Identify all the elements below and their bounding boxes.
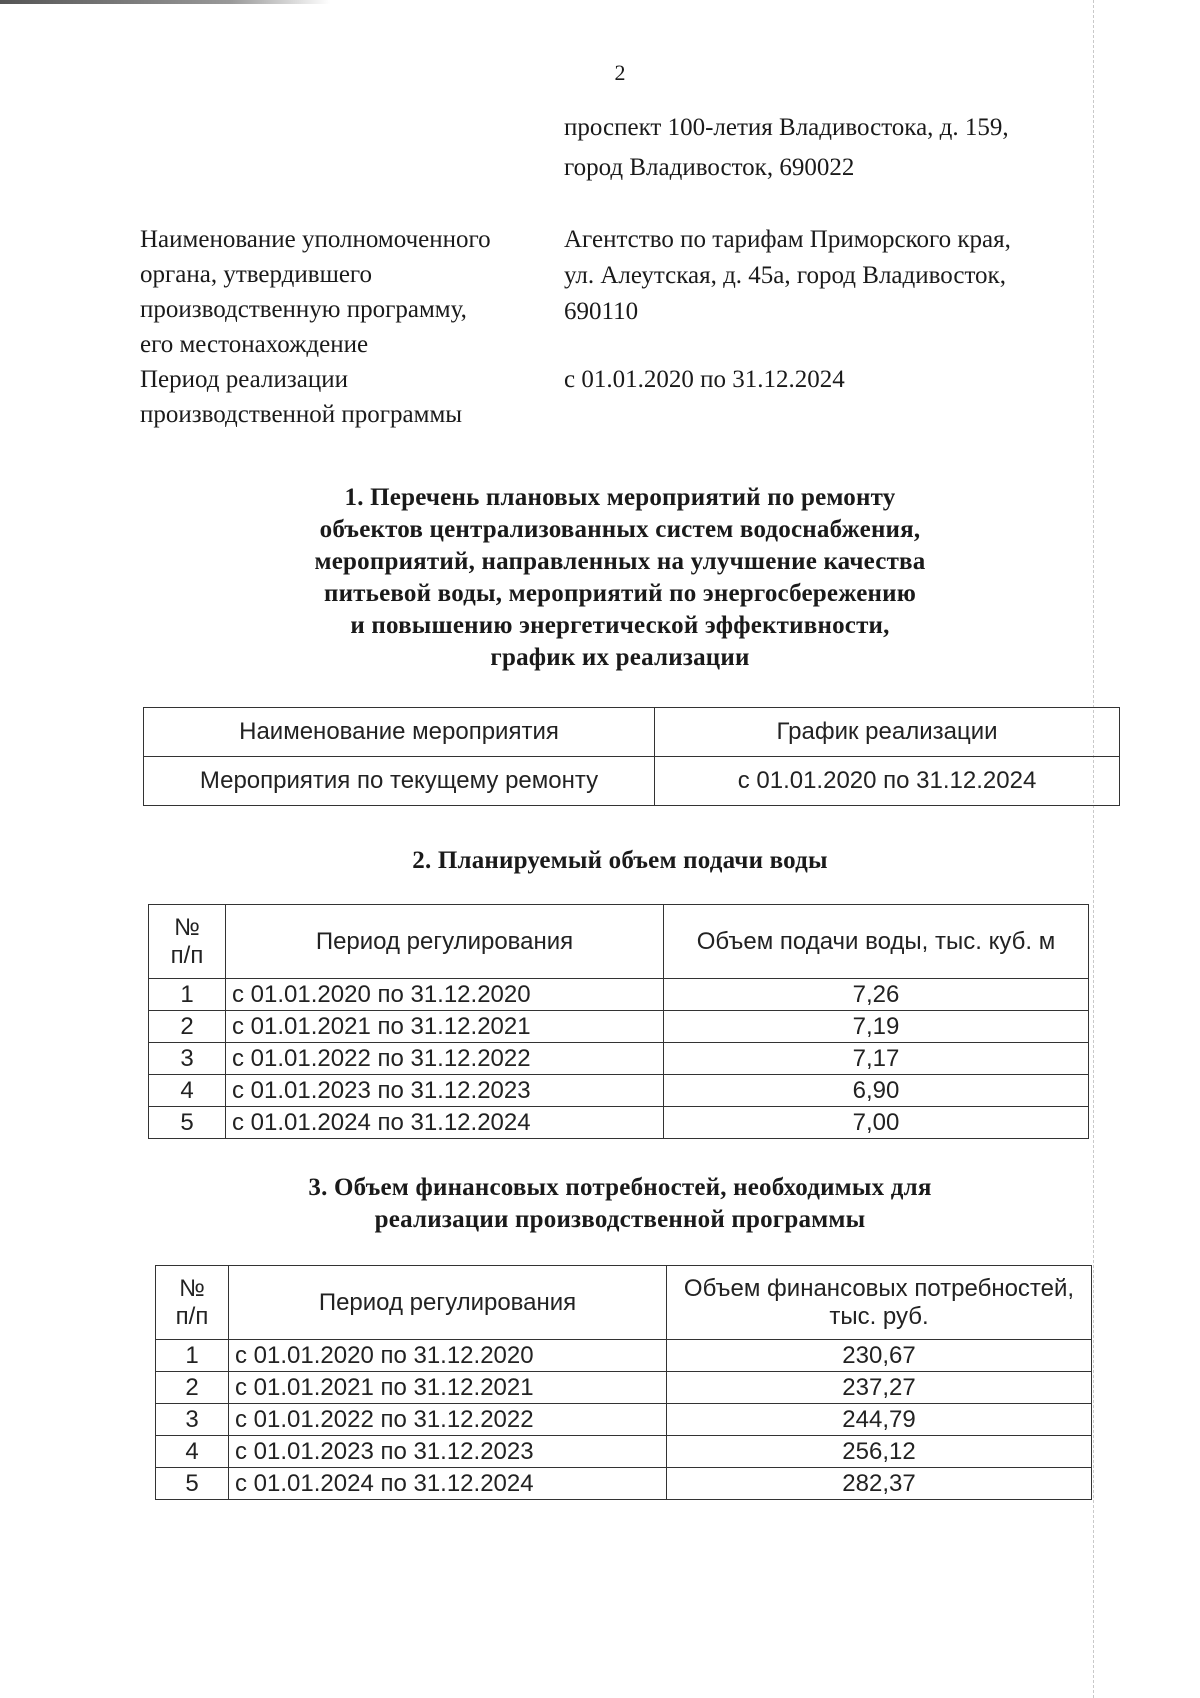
table-header-row	[144, 708, 1120, 757]
section3-title-line: реализации производственной программы	[374, 1206, 866, 1233]
info-block	[140, 108, 1100, 432]
table-row	[156, 1372, 1092, 1404]
column-header-value	[667, 1266, 1092, 1340]
value-cell: 6,90	[664, 1075, 1089, 1107]
period-cell: с 01.01.2023 по 31.12.2023	[226, 1075, 664, 1107]
table-row	[156, 1404, 1092, 1436]
column-header: Наименование мероприятия	[144, 708, 655, 757]
row-number-cell: 5	[149, 1107, 226, 1139]
authority-label-line: органа, утвердившего	[140, 261, 373, 288]
financial-needs-table	[155, 1265, 1092, 1500]
column-header-number	[156, 1266, 229, 1340]
authority-value	[564, 222, 1100, 362]
value-cell: 282,37	[667, 1468, 1092, 1500]
column-header-value: Объем подачи воды, тыс. куб. м	[664, 905, 1089, 979]
row-number-cell: 1	[156, 1340, 229, 1372]
measures-table	[143, 707, 1120, 806]
row-number-cell: 5	[156, 1468, 229, 1500]
section3-title	[140, 1172, 1100, 1236]
address-label	[140, 108, 564, 188]
authority-label-line: производственную программу,	[140, 296, 467, 323]
value-cell: 237,27	[667, 1372, 1092, 1404]
column-header-period: Период регулирования	[229, 1266, 667, 1340]
authority-label-line: его местонахождение	[140, 331, 369, 358]
table-row	[149, 979, 1089, 1011]
scan-edge-top	[0, 0, 330, 4]
address-row	[140, 108, 1100, 188]
value-cell: 7,17	[664, 1043, 1089, 1075]
table-header-row	[149, 905, 1089, 979]
table-row	[156, 1436, 1092, 1468]
column-header-period: Период регулирования	[226, 905, 664, 979]
table-row	[156, 1340, 1092, 1372]
period-cell: с 01.01.2024 по 31.12.2024	[229, 1468, 667, 1500]
authority-value-line: 690110	[564, 298, 639, 325]
period-cell: с 01.01.2022 по 31.12.2022	[229, 1404, 667, 1436]
period-cell: с 01.01.2020 по 31.12.2020	[226, 979, 664, 1011]
period-cell: с 01.01.2022 по 31.12.2022	[226, 1043, 664, 1075]
table-row	[149, 1107, 1089, 1139]
table-row	[149, 1043, 1089, 1075]
authority-value-line: Агентство по тарифам Приморского края,	[564, 226, 1011, 253]
authority-row	[140, 222, 1100, 362]
header-text: п/п	[170, 941, 204, 969]
value-cell: 7,19	[664, 1011, 1089, 1043]
period-row	[140, 362, 1100, 432]
row-number-cell: 2	[149, 1011, 226, 1043]
row-number-cell: 4	[149, 1075, 226, 1107]
period-cell: с 01.01.2024 по 31.12.2024	[226, 1107, 664, 1139]
table-header-row	[156, 1266, 1092, 1340]
column-header-number	[149, 905, 226, 979]
address-line: проспект 100-летия Владивостока, д. 159,	[564, 114, 1009, 141]
section1-title-line: мероприятий, направленных на улучшение качества	[314, 548, 926, 575]
header-text: №	[179, 1274, 205, 1302]
value-cell: 7,26	[664, 979, 1089, 1011]
table-row	[156, 1468, 1092, 1500]
measure-schedule-cell: с 01.01.2020 по 31.12.2024	[655, 757, 1120, 806]
row-number-cell: 1	[149, 979, 226, 1011]
section1-title	[140, 482, 1100, 674]
period-label-line: Период реализации	[140, 366, 348, 393]
authority-label-line: Наименование уполномоченного	[140, 226, 491, 253]
row-number-cell: 4	[156, 1436, 229, 1468]
header-text: п/п	[175, 1302, 209, 1330]
page-number: 2	[614, 60, 626, 85]
section1-title-line: 1. Перечень плановых мероприятий по ремонту	[344, 484, 896, 511]
value-cell: 256,12	[667, 1436, 1092, 1468]
value-cell: 230,67	[667, 1340, 1092, 1372]
period-value: с 01.01.2020 по 31.12.2024	[564, 366, 845, 393]
authority-label	[140, 222, 564, 362]
water-supply-table	[148, 904, 1089, 1139]
value-cell: 244,79	[667, 1404, 1092, 1436]
section1-title-line: питьевой воды, мероприятий по энергосбережению	[323, 580, 917, 607]
header-text: тыс. руб.	[829, 1302, 929, 1330]
address-line: город Владивосток, 690022	[564, 154, 855, 181]
period-cell: с 01.01.2023 по 31.12.2023	[229, 1436, 667, 1468]
section1-title-line: и повышению энергетической эффективности,	[350, 612, 890, 639]
measure-name-cell: Мероприятия по текущему ремонту	[144, 757, 655, 806]
column-header: График реализации	[655, 708, 1120, 757]
table-row	[149, 1075, 1089, 1107]
period-label-line: производственной программы	[140, 401, 463, 428]
row-number-cell: 3	[149, 1043, 226, 1075]
address-value	[564, 108, 1100, 188]
table-row	[144, 757, 1120, 806]
table-row	[149, 1011, 1089, 1043]
row-number-cell: 2	[156, 1372, 229, 1404]
section2-title: 2. Планируемый объем подачи воды	[412, 847, 828, 874]
row-number-cell: 3	[156, 1404, 229, 1436]
period-label	[140, 362, 564, 432]
section3-title-line: 3. Объем финансовых потребностей, необходимых для	[308, 1174, 932, 1201]
section1-title-line: график их реализации	[490, 644, 750, 671]
period-cell: с 01.01.2021 по 31.12.2021	[229, 1372, 667, 1404]
authority-value-line: ул. Алеутская, д. 45а, город Владивосток,	[564, 262, 1006, 289]
value-cell: 7,00	[664, 1107, 1089, 1139]
period-cell: с 01.01.2021 по 31.12.2021	[226, 1011, 664, 1043]
section1-title-line: объектов централизованных систем водоснабжения,	[319, 516, 921, 543]
header-text: Объем финансовых потребностей,	[683, 1274, 1075, 1302]
header-text: №	[174, 913, 200, 941]
period-cell: с 01.01.2020 по 31.12.2020	[229, 1340, 667, 1372]
